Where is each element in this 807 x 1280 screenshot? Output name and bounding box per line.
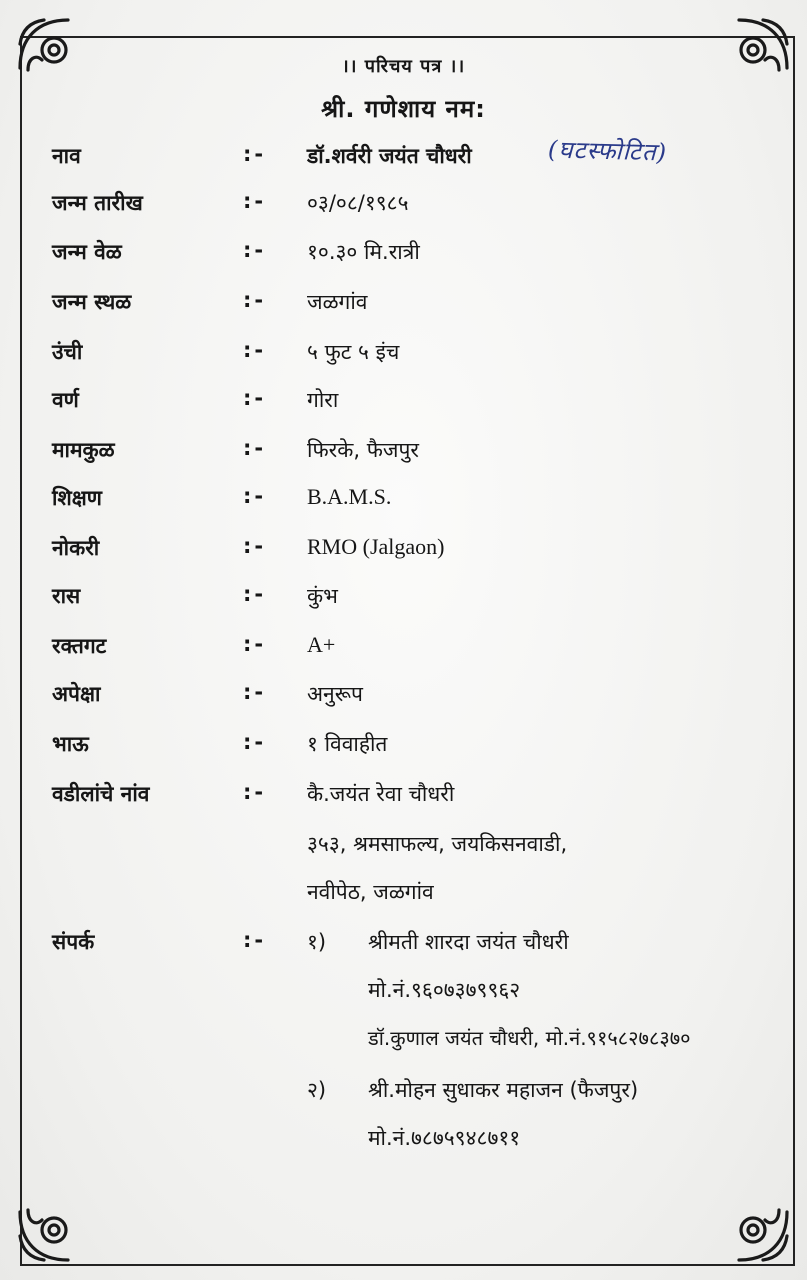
field-separator: :- xyxy=(243,436,267,460)
field-value: गोरा xyxy=(307,388,339,412)
field-value: १०.३० मि.रात्री xyxy=(307,240,420,264)
field-label: नाव xyxy=(52,144,81,168)
field-row-blood-group xyxy=(0,632,807,672)
field-value: डॉ.शर्वरी जयंत चौधरी xyxy=(307,144,472,168)
field-value: A+ xyxy=(307,632,336,657)
field-value: कै.जयंत रेवा चौधरी xyxy=(307,782,455,806)
field-row-brother xyxy=(0,730,807,770)
field-label: उंची xyxy=(52,340,83,364)
field-row-father-name xyxy=(0,780,807,820)
handwritten-note: (घटस्फोटित) xyxy=(547,135,668,167)
field-separator: :- xyxy=(243,386,267,410)
field-value: RMO (Jalgaon) xyxy=(307,534,445,559)
field-row-expectation xyxy=(0,680,807,720)
field-value: ०३/०८/१९८५ xyxy=(307,191,409,215)
field-label: वडीलांचे नांव xyxy=(52,782,150,806)
contact-name-phone: डॉ.कुणाल जयंत चौधरी, मो.नं.९१५८२७८३७० xyxy=(368,1026,691,1050)
field-label: जन्म वेळ xyxy=(52,240,122,264)
page-title: ।। परिचय पत्र ।। xyxy=(341,56,466,77)
corner-ornament-icon xyxy=(8,1200,80,1272)
field-label: नोकरी xyxy=(52,536,100,560)
field-label: वर्ण xyxy=(52,388,79,412)
field-separator: :- xyxy=(243,780,267,804)
field-value: जळगांव xyxy=(307,290,368,314)
field-separator: :- xyxy=(243,142,267,166)
field-row-birth-date xyxy=(0,189,807,229)
field-separator: :- xyxy=(243,534,267,558)
field-row-job xyxy=(0,534,807,574)
field-row-maternal-family xyxy=(0,436,807,476)
field-separator: :- xyxy=(243,928,267,952)
field-separator: :- xyxy=(243,238,267,262)
contact-phone: मो.नं.९६०७३७९९६२ xyxy=(368,978,521,1002)
invocation-heading: श्री. गणेशाय नम: xyxy=(321,95,486,123)
address-line-2: नवीपेठ, जळगांव xyxy=(307,880,434,904)
field-value: फिरके, फैजपुर xyxy=(307,438,419,462)
field-row-height xyxy=(0,338,807,378)
field-value: कुंभ xyxy=(307,584,338,608)
field-separator: :- xyxy=(243,582,267,606)
contact-number: २) xyxy=(307,1078,327,1102)
field-row-birth-time xyxy=(0,238,807,278)
field-separator: :- xyxy=(243,338,267,362)
field-separator: :- xyxy=(243,288,267,312)
field-label: शिक्षण xyxy=(52,486,102,510)
field-label: भाऊ xyxy=(52,732,89,756)
field-label: अपेक्षा xyxy=(52,682,101,706)
field-label: रक्तगट xyxy=(52,634,107,658)
field-row-complexion xyxy=(0,386,807,426)
contact-number: १) xyxy=(307,930,327,954)
field-row-contact xyxy=(0,928,807,968)
corner-ornament-icon xyxy=(727,1200,799,1272)
field-separator: :- xyxy=(243,730,267,754)
field-row-birth-place xyxy=(0,288,807,328)
field-label: रास xyxy=(52,584,81,608)
address-line-1: ३५३, श्रमसाफल्य, जयकिसनवाडी, xyxy=(307,832,568,856)
field-separator: :- xyxy=(243,680,267,704)
field-separator: :- xyxy=(243,189,267,213)
contact-name: श्रीमती शारदा जयंत चौधरी xyxy=(368,930,569,954)
field-row-education xyxy=(0,484,807,524)
field-label: संपर्क xyxy=(52,930,95,954)
field-label: जन्म स्थळ xyxy=(52,290,132,314)
field-row-name xyxy=(0,142,807,182)
field-separator: :- xyxy=(243,484,267,508)
contact-phone: मो.नं.७८७५९४८७११ xyxy=(368,1126,521,1150)
field-label: जन्म तारीख xyxy=(52,191,143,215)
contact-name: श्री.मोहन सुधाकर महाजन (फैजपुर) xyxy=(368,1078,639,1102)
field-value: १ विवाहीत xyxy=(307,732,388,756)
field-row-rashi xyxy=(0,582,807,622)
field-value: ५ फुट ५ इंच xyxy=(307,340,400,364)
field-value: B.A.M.S. xyxy=(307,484,392,509)
field-label: मामकुळ xyxy=(52,438,115,462)
field-separator: :- xyxy=(243,632,267,656)
field-value: अनुरूप xyxy=(307,682,363,706)
